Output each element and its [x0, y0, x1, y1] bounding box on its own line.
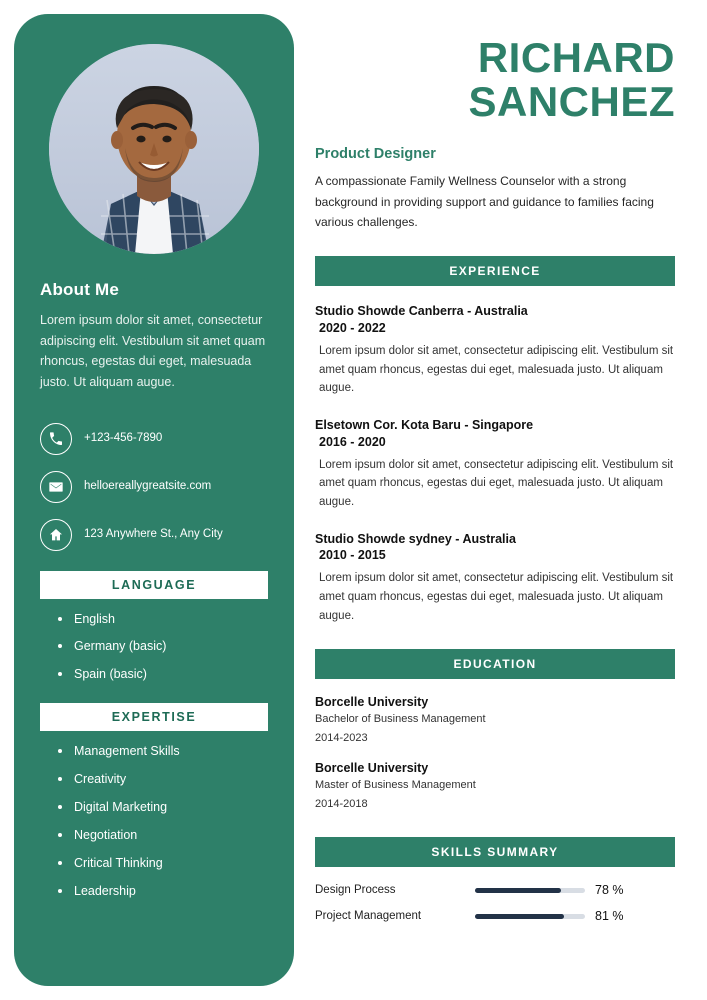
contact-email[interactable] — [40, 471, 268, 503]
skill-progress-fill — [475, 888, 561, 893]
contact-address-text: 123 Anywhere St., Any City — [84, 527, 223, 540]
list-item: Germany (basic) — [58, 638, 268, 655]
contact-phone[interactable] — [40, 423, 268, 455]
list-item: Management Skills — [58, 743, 268, 760]
last-name: SANCHEZ — [468, 78, 675, 126]
main-content — [315, 36, 675, 935]
skill-label: Project Management — [315, 910, 422, 923]
expertise-list — [40, 743, 268, 899]
list-item: Creativity — [58, 771, 268, 788]
list-item: Leadership — [58, 883, 268, 900]
expertise-heading: EXPERTISE — [40, 703, 268, 731]
contact-list — [40, 423, 268, 551]
language-list — [40, 611, 268, 684]
skill-percent: 78 % — [595, 883, 624, 898]
experience-item — [315, 530, 675, 626]
portrait-photo-icon — [49, 44, 259, 254]
list-item: Negotiation — [58, 827, 268, 844]
mail-icon — [40, 471, 72, 503]
education-heading: EDUCATION — [315, 649, 675, 679]
experience-dates: 2016 - 2020 — [319, 434, 386, 449]
contact-address[interactable] — [40, 519, 268, 551]
experience-description: Lorem ipsum dolor sit amet, consectetur adipiscing elit. Vestibulum sit amet quam rhoncus, egestas dui eget, malesuada justo. Ut aliquam augue. — [319, 345, 674, 395]
education-degree: Bachelor of Business Management — [315, 713, 486, 726]
education-item — [315, 761, 675, 813]
experience-item — [315, 302, 675, 398]
skill-label: Design Process — [315, 884, 396, 897]
skills-heading: SKILLS SUMMARY — [315, 837, 675, 867]
experience-dates: 2020 - 2022 — [319, 321, 386, 336]
list-item: Digital Marketing — [58, 799, 268, 816]
profile-summary: A compassionate Family Wellness Counselor with a strong background in providing support and guidance to families facing various challenges. — [315, 174, 654, 229]
experience-dates: 2010 - 2015 — [319, 548, 386, 563]
contact-email-text: helloereallygreatsite.com — [84, 479, 212, 492]
experience-item — [315, 416, 675, 512]
education-years: 2014-2023 — [315, 732, 368, 745]
experience-title: Studio Showde sydney - Australia — [315, 531, 516, 546]
about-me-heading: About Me — [40, 280, 120, 299]
education-school: Borcelle University — [315, 761, 429, 776]
contact-phone-text: +123-456-7890 — [84, 431, 163, 444]
education-school: Borcelle University — [315, 695, 429, 710]
avatar — [49, 44, 259, 254]
phone-icon — [40, 423, 72, 455]
list-item: English — [58, 611, 268, 628]
page-title — [315, 36, 675, 124]
experience-title: Studio Showde Canberra - Australia — [315, 304, 528, 319]
skill-item — [315, 883, 675, 897]
home-icon — [40, 519, 72, 551]
skill-percent: 81 % — [595, 909, 624, 924]
experience-heading: EXPERIENCE — [315, 256, 675, 286]
job-role: Product Designer — [315, 146, 436, 163]
first-name: RICHARD — [477, 34, 675, 81]
education-degree: Master of Business Management — [315, 779, 476, 792]
experience-description: Lorem ipsum dolor sit amet, consectetur adipiscing elit. Vestibulum sit amet quam rhoncus, egestas dui eget, malesuada justo. Ut aliquam augue. — [319, 572, 674, 622]
sidebar-panel — [14, 14, 294, 986]
education-years: 2014-2018 — [315, 798, 368, 811]
skill-item — [315, 909, 675, 923]
skill-progress-track — [475, 888, 585, 893]
skill-progress-fill — [475, 914, 564, 919]
skill-progress-track — [475, 914, 585, 919]
about-me-text: Lorem ipsum dolor sit amet, consectetur adipiscing elit. Vestibulum sit amet quam rhoncus, egestas dui eget, malesuada justo. Ut aliquam augue. — [40, 313, 266, 389]
list-item: Spain (basic) — [58, 666, 268, 683]
experience-title: Elsetown Cor. Kota Baru - Singapore — [315, 417, 534, 432]
education-item — [315, 695, 675, 747]
experience-description: Lorem ipsum dolor sit amet, consectetur adipiscing elit. Vestibulum sit amet quam rhoncus, egestas dui eget, malesuada justo. Ut aliquam augue. — [319, 458, 674, 508]
list-item: Critical Thinking — [58, 855, 268, 872]
language-heading: LANGUAGE — [40, 571, 268, 599]
